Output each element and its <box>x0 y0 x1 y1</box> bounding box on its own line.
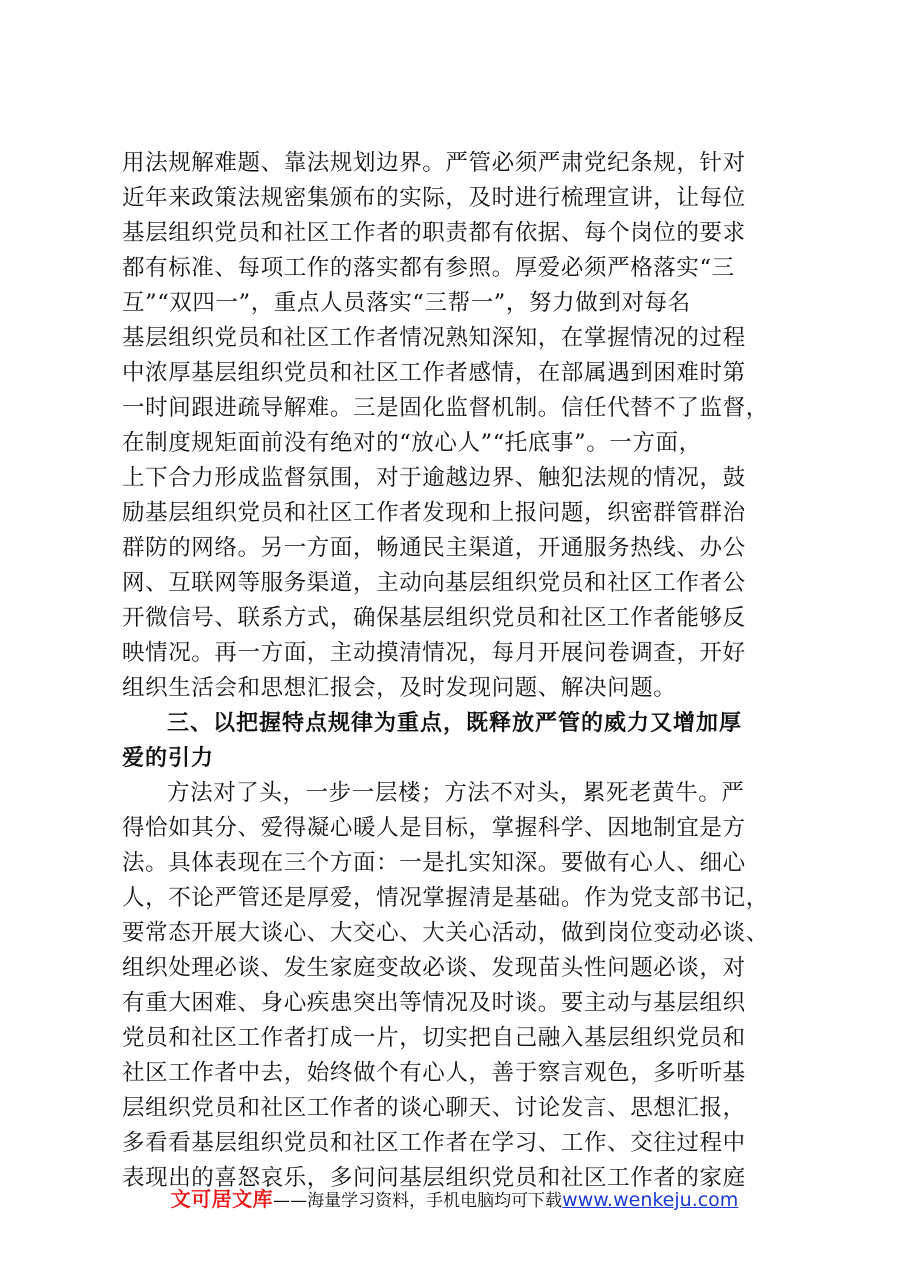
website-link[interactable]: www.wenkeju.com <box>562 1189 739 1211</box>
paragraph-line: 要常态开展大谈心、大交心、大关心活动，做到岗位变动必谈、 <box>122 920 769 946</box>
paragraph-line: 得恰如其分、爱得凝心暖人是目标，掌握科学、因地制宜是方 <box>122 815 746 841</box>
paragraph-line: 法。具体表现在三个方面：一是扎实知深。要做有心人、细心 <box>122 850 746 876</box>
footer-banner <box>0 1183 909 1212</box>
paragraph-line: 开微信号、联系方式，确保基层组织党员和社区工作者能够反 <box>122 605 746 631</box>
footer-slogan: ——海量学习资料，手机电脑均可下载 <box>273 1191 563 1211</box>
paragraph-line: 组织处理必谈、发生家庭变故必谈、发现苗头性问题必谈，对 <box>122 955 746 981</box>
paragraph-line: 有重大困难、身心疾患突出等情况及时谈。要主动与基层组织 <box>122 990 746 1016</box>
paragraph-line: 网、互联网等服务渠道，主动向基层组织党员和社区工作者公 <box>122 570 746 596</box>
section-heading: 爱的引力 <box>122 746 215 771</box>
paragraph-line: 中浓厚基层组织党员和社区工作者感情，在部属遇到困难时第 <box>122 360 746 386</box>
paragraph-line: 用法规解难题、靠法规划边界。严管必须严肃党纪条规，针对 <box>122 150 746 176</box>
paragraph-line: 人，不论严管还是厚爱，情况掌握清是基础。作为党支部书记， <box>122 885 769 911</box>
paragraph-line: 社区工作者中去，始终做个有心人，善于察言观色，多听听基 <box>122 1060 746 1086</box>
paragraph-line: 在制度规矩面前没有绝对的“放心人”“托底事”。一方面， <box>122 430 702 456</box>
paragraph-line: 党员和社区工作者打成一片，切实把自己融入基层组织党员和 <box>122 1025 746 1051</box>
paragraph-line: 上下合力形成监督氛围，对于逾越边界、触犯法规的情况，鼓 <box>122 465 746 491</box>
paragraph-line: 群防的网络。另一方面，畅通民主渠道，开通服务热线、办公 <box>122 535 746 561</box>
paragraph-line: 基层组织党员和社区工作者情况熟知深知，在掌握情况的过程 <box>122 325 746 351</box>
paragraph-line: 近年来政策法规密集颁布的实际，及时进行梳理宣讲，让每位 <box>122 185 746 211</box>
paragraph-line: 一时间跟进疏导解难。三是固化监督机制。信任代替不了监督， <box>122 395 769 421</box>
document-body <box>122 146 802 1196</box>
paragraph-line: 互”“双四一”，重点人员落实“三帮一”，努力做到对每名 <box>122 290 691 316</box>
paragraph-line: 映情况。再一方面，主动摸清情况，每月开展问卷调查，开好 <box>122 640 746 666</box>
paragraph-line: 层组织党员和社区工作者的谈心聊天、讨论发言、思想汇报， <box>122 1095 746 1121</box>
paragraph-line: 表现出的喜怒哀乐，多问问基层组织党员和社区工作者的家庭 <box>122 1165 746 1191</box>
paragraph-line: 都有标准、每项工作的落实都有参照。厚爱必须严格落实“三 <box>122 255 735 281</box>
paragraph-line: 方法对了头，一步一层楼；方法不对头，累死老黄牛。严 <box>167 780 745 806</box>
paragraph-line: 基层组织党员和社区工作者的职责都有依据、每个岗位的要求 <box>122 220 746 246</box>
paragraph-line: 组织生活会和思想汇报会，及时发现问题、解决问题。 <box>122 675 677 701</box>
paragraph-line: 多看看基层组织党员和社区工作者在学习、工作、交往过程中 <box>122 1130 746 1156</box>
paragraph-line: 励基层组织党员和社区工作者发现和上报问题，织密群管群治 <box>122 500 746 526</box>
section-heading: 三、以把握特点规律为重点，既释放严管的威力又增加厚 <box>167 711 743 736</box>
brand-name: 文可居文库 <box>170 1187 274 1211</box>
